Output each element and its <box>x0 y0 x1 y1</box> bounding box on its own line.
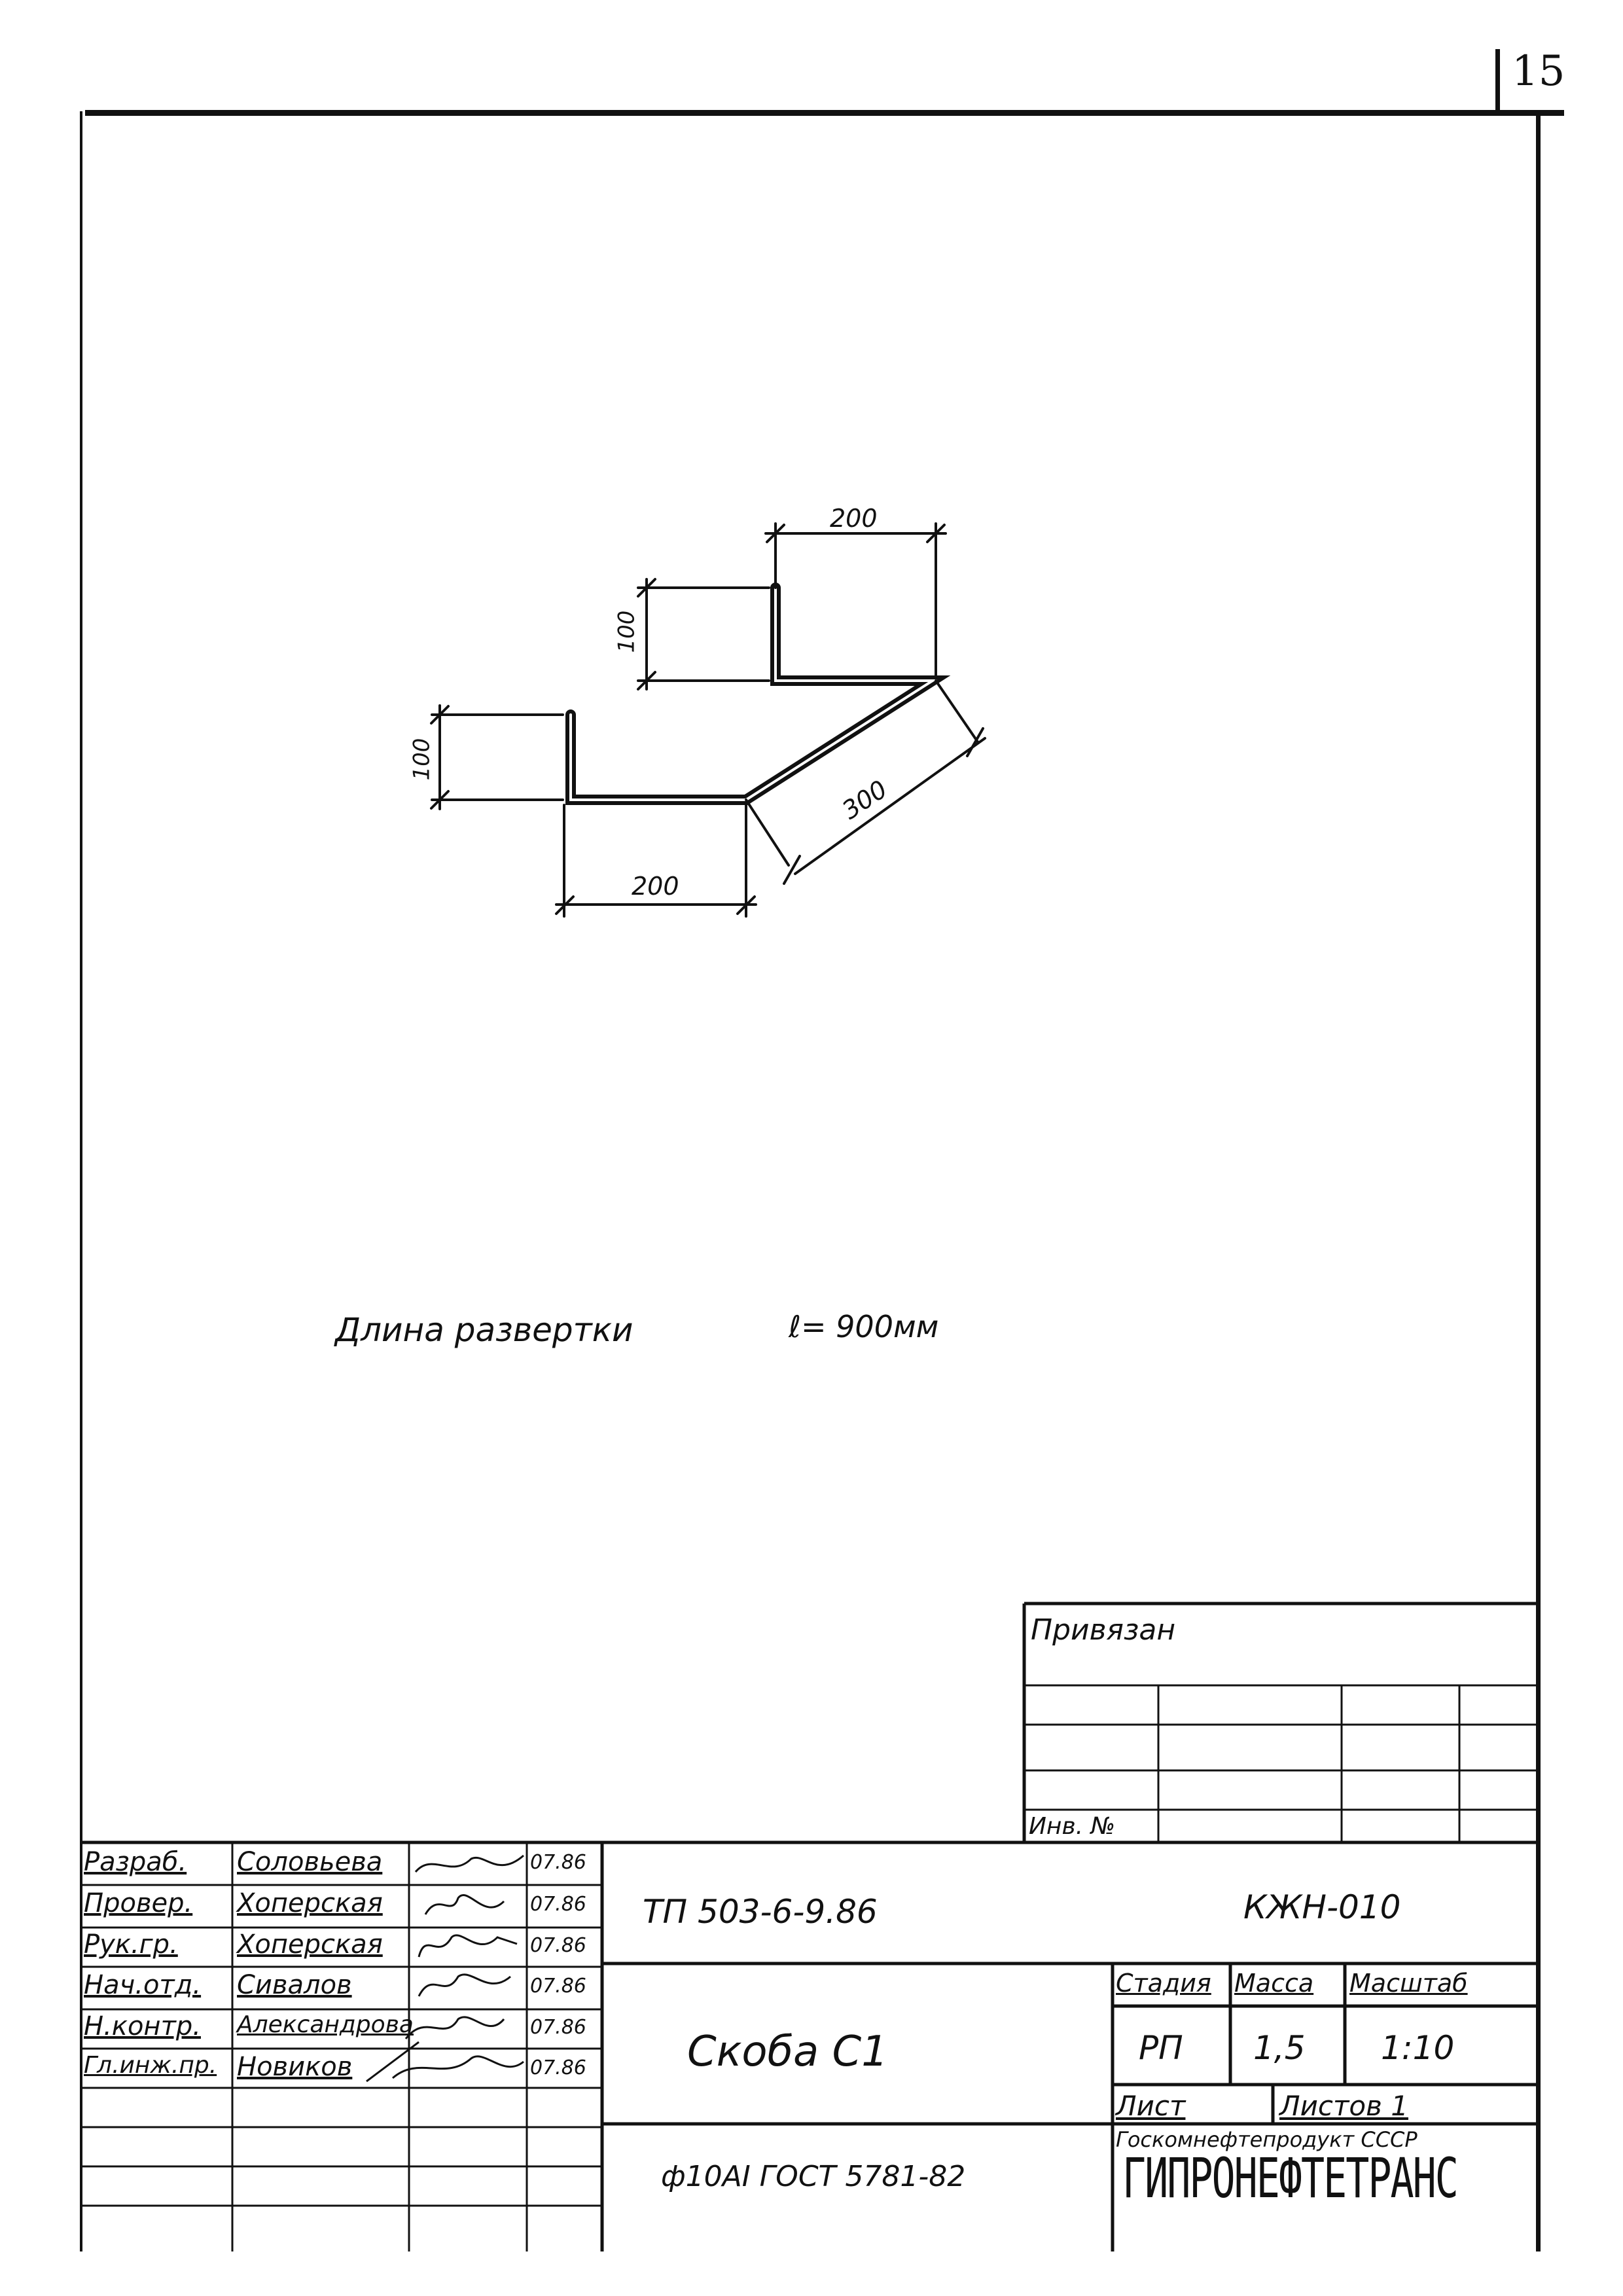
scale-label: Масштаб <box>1349 1969 1468 1998</box>
sign-date: 07.86 <box>530 1893 586 1916</box>
dimension-upper-height <box>638 579 769 689</box>
dimension-top <box>766 524 946 677</box>
stage-value: РП <box>1139 2029 1183 2067</box>
organization-logo-text: ГИПРОНЕФТЕТРАНС <box>1122 2147 1457 2211</box>
person-name: Александрова <box>237 2011 414 2038</box>
material-spec: ф10АI ГОСТ 5781-82 <box>661 2160 966 2193</box>
sign-date: 07.86 <box>530 2016 586 2039</box>
inventory-number-label: Инв. № <box>1029 1813 1116 1840</box>
privyazan-title: Привязан <box>1031 1613 1176 1647</box>
dim-top-label: 200 <box>830 504 878 533</box>
role-label: Нач.отд. <box>84 1970 202 2000</box>
role-label: Гл.инж.пр. <box>84 2052 217 2079</box>
dimension-lower-height <box>431 706 563 809</box>
sheet-label: Лист <box>1116 2090 1186 2122</box>
role-label: Н.контр. <box>84 2011 201 2041</box>
person-name: Хоперская <box>237 1888 383 1918</box>
sign-date: 07.86 <box>530 2056 586 2079</box>
scale-value: 1:10 <box>1381 2029 1455 2067</box>
document-code: КЖН-010 <box>1243 1888 1401 1926</box>
project-code: ТП 503-6-9.86 <box>643 1893 878 1931</box>
role-label: Разраб. <box>84 1847 187 1877</box>
sign-date: 07.86 <box>530 1851 586 1874</box>
mass-value: 1,5 <box>1253 2029 1306 2067</box>
dim-bottom-label: 200 <box>632 872 679 901</box>
dim-diagonal-label: 300 <box>836 774 893 825</box>
stage-label: Стадия <box>1116 1969 1211 1998</box>
sheet-number: 15 <box>1512 47 1565 96</box>
person-name: Сивалов <box>237 1970 352 2000</box>
item-name: Скоба С1 <box>687 2028 888 2076</box>
development-length-label: Длина развертки <box>335 1311 633 1349</box>
role-label: Провер. <box>84 1888 193 1918</box>
development-length-value: ℓ= 900мм <box>789 1309 939 1344</box>
sheets-count: Листов 1 <box>1279 2090 1408 2122</box>
person-name: Хоперская <box>237 1929 383 1960</box>
dim-lower-height-label: 100 <box>408 738 435 781</box>
dim-upper-height-label: 100 <box>613 610 640 653</box>
sign-date: 07.86 <box>530 1934 586 1957</box>
person-name: Новиков <box>237 2052 353 2082</box>
person-name: Соловьева <box>237 1847 383 1877</box>
organization-ministry: Госкомнефтепродукт СССР <box>1116 2127 1418 2152</box>
mass-label: Масса <box>1234 1969 1314 1998</box>
role-label: Рук.гр. <box>84 1929 178 1960</box>
sign-date: 07.86 <box>530 1975 586 1998</box>
